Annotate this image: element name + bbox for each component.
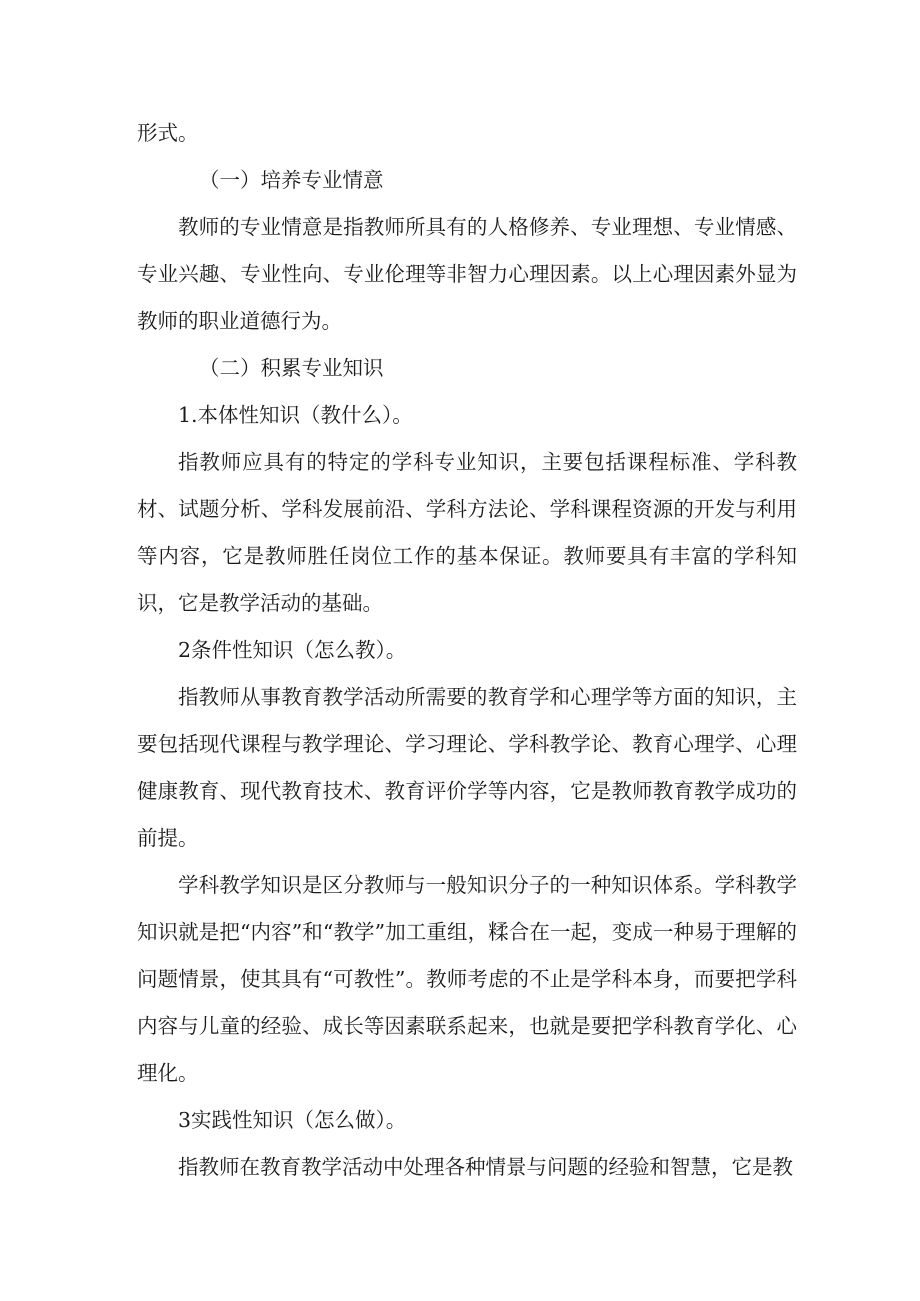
paragraph-continuation: 形式。: [137, 121, 199, 145]
document-body: [137, 110, 797, 1191]
subheading-practical-knowledge: 3实践性知识（怎么做）。: [178, 1108, 407, 1132]
subheading-ontological-knowledge: 1.本体性知识（教什么）。: [178, 403, 413, 427]
paragraph-ontological-knowledge: 指教师应具有的特定的学科专业知识，主要包括课程标准、学科教材、试题分析、学科发展前沿、学科方法论、学科课程资源的开发与利用等内容，它是教师胜任岗位工作的基本保证。教师要具有丰富的学科知识，它是教学活动的基础。: [137, 450, 797, 615]
section-heading-cultivate-emotion: （一）培养专业情意: [199, 168, 384, 192]
section-heading-accumulate-knowledge: （二）积累专业知识: [199, 356, 384, 380]
paragraph-pedagogical-content-knowledge: 学科教学知识是区分教师与一般知识分子的一种知识体系。学科教学知识就是把“内容”和“教学”加工重组，糅合在一起，变成一种易于理解的问题情景，使其具有“可教性”。教师考虑的不止是学科本身，而要把学科内容与儿童的经验、成长等因素联系起来，也就是要把学科教育学化、心理化。: [137, 873, 797, 1085]
paragraph-professional-emotion: 教师的专业情意是指教师所具有的人格修养、专业理想、专业情感、专业兴趣、专业性向、专业伦理等非智力心理因素。以上心理因素外显为教师的职业道德行为。: [137, 215, 797, 333]
paragraph-practical-knowledge: 指教师在教育教学活动中处理各种情景与问题的经验和智慧，它是教: [178, 1155, 793, 1179]
subheading-conditional-knowledge: 2条件性知识（怎么教）。: [178, 638, 407, 662]
paragraph-conditional-knowledge: 指教师从事教育教学活动所需要的教育学和心理学等方面的知识，主要包括现代课程与教学理论、学习理论、学科教学论、教育心理学、心理健康教育、现代教育技术、教育评价学等内容，它是教师教育教学成功的前提。: [137, 685, 797, 850]
